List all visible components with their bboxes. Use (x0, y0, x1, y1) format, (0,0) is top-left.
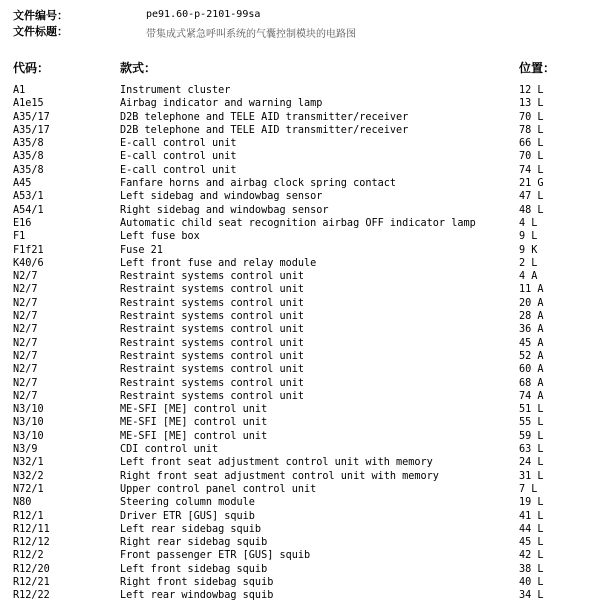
component-code: R12/22 (13, 590, 50, 602)
component-location: 63 L (519, 444, 544, 456)
component-description: Automatic child seat recognition airbag OFF indicator lamp (120, 217, 476, 229)
table-row (0, 350, 603, 363)
component-description: D2B telephone and TELE AID transmitter/receiver (120, 111, 409, 123)
table-row (0, 403, 603, 416)
table-row (0, 97, 603, 110)
column-header-code: 代码： (13, 61, 50, 75)
component-code: N3/9 (13, 444, 38, 456)
component-code: R12/1 (13, 510, 44, 522)
table-row (0, 363, 603, 376)
table-row (0, 323, 603, 336)
component-description: Right rear sidebag squib (120, 537, 268, 549)
component-location: 70 L (519, 151, 544, 163)
component-code: R12/2 (13, 550, 44, 562)
component-location: 19 L (519, 497, 544, 509)
table-row (0, 443, 603, 456)
component-location: 45 L (519, 537, 544, 549)
component-code: A1 (13, 85, 26, 96)
column-header-location: 位置： (519, 61, 556, 75)
component-code: A35/8 (13, 151, 44, 163)
table-row (0, 283, 603, 296)
component-code: N32/1 (13, 457, 44, 469)
component-code: N3/10 (13, 404, 44, 416)
component-description: Restraint systems control unit (120, 337, 305, 349)
component-description: Left sidebag and windowbag sensor (120, 191, 323, 203)
component-description: E-call control unit (120, 138, 237, 150)
component-description: Instrument cluster (120, 85, 231, 96)
component-code: N2/7 (13, 350, 38, 362)
component-code: N2/7 (13, 364, 38, 376)
component-location: 21 G (519, 178, 544, 190)
component-code: R12/12 (13, 537, 50, 549)
component-location: 52 A (519, 350, 544, 362)
component-code: A54/1 (13, 204, 44, 216)
component-description: Fanfare horns and airbag clock spring contact (120, 178, 397, 190)
component-code: F1f21 (13, 244, 44, 256)
doc-number-label: 文件编号： (13, 9, 68, 22)
component-location: 41 L (519, 510, 544, 522)
table-row (0, 111, 603, 124)
component-location: 9 L (519, 231, 538, 243)
table-row (0, 177, 603, 190)
component-code: N2/7 (13, 271, 38, 283)
table-row (0, 496, 603, 509)
doc-number-value: pe91.60-p-2101-99sa (146, 9, 261, 20)
component-code: A35/17 (13, 124, 50, 136)
component-description: Restraint systems control unit (120, 377, 305, 389)
component-code: N2/7 (13, 377, 38, 389)
table-row (0, 377, 603, 390)
component-description: Left front fuse and relay module (120, 257, 317, 269)
component-location: 28 A (519, 311, 544, 323)
component-code: N80 (13, 497, 32, 509)
component-description: ME-SFI [ME] control unit (120, 417, 268, 429)
table-row (0, 430, 603, 443)
component-location: 4 L (519, 217, 538, 229)
component-description: Right sidebag and windowbag sensor (120, 204, 329, 216)
component-location: 36 A (519, 324, 544, 336)
component-location: 68 A (519, 377, 544, 389)
component-code: E16 (13, 217, 32, 229)
table-row (0, 589, 603, 602)
component-location: 45 A (519, 337, 544, 349)
table-row (0, 470, 603, 483)
component-location: 59 L (519, 430, 544, 442)
component-description: Fuse 21 (120, 244, 163, 256)
component-code: N3/10 (13, 430, 44, 442)
table-row (0, 84, 603, 97)
table-row (0, 483, 603, 496)
component-code: N2/7 (13, 390, 38, 402)
component-location: 13 L (519, 98, 544, 110)
component-location: 55 L (519, 417, 544, 429)
table-row (0, 337, 603, 350)
table-row (0, 536, 603, 549)
table-row (0, 217, 603, 230)
table-row (0, 257, 603, 270)
component-location: 47 L (519, 191, 544, 203)
component-code: A35/8 (13, 138, 44, 150)
component-location: 66 L (519, 138, 544, 150)
table-row (0, 390, 603, 403)
component-code: R12/21 (13, 576, 50, 588)
component-location: 51 L (519, 404, 544, 416)
table-row (0, 297, 603, 310)
component-location: 38 L (519, 563, 544, 575)
component-description: E-call control unit (120, 151, 237, 163)
component-description: CDI control unit (120, 444, 219, 456)
component-description: Restraint systems control unit (120, 271, 305, 283)
component-description: Upper control panel control unit (120, 483, 317, 495)
component-description: Left rear sidebag squib (120, 523, 262, 535)
table-row (0, 576, 603, 589)
component-location: 20 A (519, 297, 544, 309)
component-code: A45 (13, 178, 32, 190)
component-description: Right front sidebag squib (120, 576, 274, 588)
component-code: N2/7 (13, 284, 38, 296)
component-description: Left front sidebag squib (120, 563, 268, 575)
component-code: A35/8 (13, 164, 44, 176)
component-location: 78 L (519, 124, 544, 136)
component-code: N32/2 (13, 470, 44, 482)
table-row (0, 244, 603, 257)
component-code: N2/7 (13, 311, 38, 323)
component-location: 60 A (519, 364, 544, 376)
doc-title-label: 文件标题： (13, 25, 68, 38)
component-code: A35/17 (13, 111, 50, 123)
component-code: N2/7 (13, 324, 38, 336)
component-description: Left rear windowbag squib (120, 590, 274, 602)
table-row (0, 230, 603, 243)
component-location: 2 L (519, 257, 538, 269)
component-location: 11 A (519, 284, 544, 296)
component-location: 74 A (519, 390, 544, 402)
component-description: Steering column module (120, 497, 255, 509)
component-location: 9 K (519, 244, 538, 256)
component-description: Right front seat adjustment control unit with memory (120, 470, 439, 482)
component-code: K40/6 (13, 257, 44, 269)
component-location: 44 L (519, 523, 544, 535)
component-code: A53/1 (13, 191, 44, 203)
component-location: 34 L (519, 590, 544, 602)
component-description: Restraint systems control unit (120, 350, 305, 362)
table-row (0, 190, 603, 203)
component-description: Restraint systems control unit (120, 297, 305, 309)
component-location: 12 L (519, 85, 544, 96)
component-description: Restraint systems control unit (120, 311, 305, 323)
component-code: N72/1 (13, 483, 44, 495)
component-location: 40 L (519, 576, 544, 588)
component-code: N2/7 (13, 337, 38, 349)
component-location: 31 L (519, 470, 544, 482)
component-code: A1e15 (13, 98, 44, 110)
component-description: ME-SFI [ME] control unit (120, 430, 268, 442)
table-row (0, 416, 603, 429)
table-row (0, 204, 603, 217)
component-location: 70 L (519, 111, 544, 123)
table-row (0, 510, 603, 523)
component-location: 74 L (519, 164, 544, 176)
component-description: D2B telephone and TELE AID transmitter/receiver (120, 124, 409, 136)
doc-title-value: 带集成式紧急呼叫系统的气囊控制模块的电路图 (146, 29, 356, 40)
table-row (0, 270, 603, 283)
table-row (0, 523, 603, 536)
component-code: N3/10 (13, 417, 44, 429)
component-description: Left fuse box (120, 231, 200, 243)
component-description: Front passenger ETR [GUS] squib (120, 550, 311, 562)
component-location: 7 L (519, 483, 538, 495)
component-description: Driver ETR [GUS] squib (120, 510, 255, 522)
component-code: N2/7 (13, 297, 38, 309)
column-header-description: 款式： (120, 61, 157, 75)
component-description: Left front seat adjustment control unit with memory (120, 457, 433, 469)
table-row (0, 164, 603, 177)
component-location: 4 A (519, 271, 538, 283)
component-code: R12/11 (13, 523, 50, 535)
table-row (0, 563, 603, 576)
component-location: 48 L (519, 204, 544, 216)
component-description: Restraint systems control unit (120, 324, 305, 336)
component-description: Restraint systems control unit (120, 284, 305, 296)
component-description: Restraint systems control unit (120, 390, 305, 402)
table-row (0, 310, 603, 323)
component-description: ME-SFI [ME] control unit (120, 404, 268, 416)
component-code: F1 (13, 231, 26, 243)
table-row (0, 137, 603, 150)
table-row (0, 124, 603, 137)
table-row (0, 549, 603, 562)
component-location: 24 L (519, 457, 544, 469)
component-code: R12/20 (13, 563, 50, 575)
component-table (0, 84, 603, 603)
component-description: Restraint systems control unit (120, 364, 305, 376)
component-location: 42 L (519, 550, 544, 562)
component-description: E-call control unit (120, 164, 237, 176)
table-row (0, 150, 603, 163)
table-row (0, 456, 603, 469)
component-description: Airbag indicator and warning lamp (120, 98, 323, 110)
